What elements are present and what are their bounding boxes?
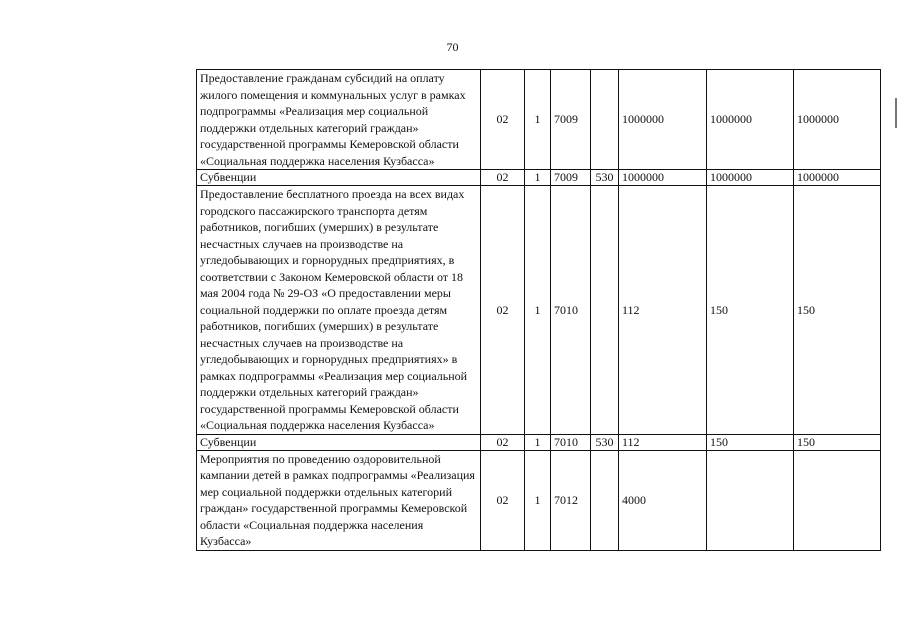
section-code: 02 [481, 434, 525, 450]
table-row [197, 450, 881, 550]
target-code: 7009 [551, 70, 591, 170]
amount-year-2: 150 [707, 434, 794, 450]
section-code: 02 [481, 186, 525, 435]
target-code: 7012 [551, 450, 591, 550]
table-row [197, 434, 881, 450]
subprogram-code: 1 [525, 186, 551, 435]
amount-year-3: 150 [794, 186, 881, 435]
subprogram-code: 1 [525, 170, 551, 186]
amount-year-2: 1000000 [707, 170, 794, 186]
section-code: 02 [481, 170, 525, 186]
amount-year-3: 1000000 [794, 70, 881, 170]
table-row [197, 70, 881, 170]
amount-year-1: 1000000 [619, 170, 707, 186]
amount-year-3: 150 [794, 434, 881, 450]
expense-kind [591, 450, 619, 550]
target-code: 7009 [551, 170, 591, 186]
row-name: Предоставление бесплатного проезда на всех видах городского пассажирского транспорта детям работников, погибших (умерших) в результате несчастных случаев на производстве на угледобывающих и горнорудных предприятиях, в соответствии с Законом Кемеровской области от 18 мая 2004 года № 29-ОЗ «О предоставлении меры социальной поддержки по оплате проезда детям работников, погибших (умерших) в результате несчастных случаев на производстве на угледобывающих и горнорудных предприятиях» в рамках подпрограммы «Реализация мер социальной поддержки отдельных категорий граждан» государственной программы Кемеровской области «Социальная поддержка населения Кузбасса» [197, 186, 481, 435]
amount-year-2 [707, 450, 794, 550]
target-code: 7010 [551, 186, 591, 435]
table-row [197, 170, 881, 186]
amount-year-2: 1000000 [707, 70, 794, 170]
row-name: Мероприятия по проведению оздоровительной кампании детей в рамках подпрограммы «Реализация мер социальной поддержки отдельных категорий граждан» государственной программы Кемеровской области «Социальная поддержка населения Кузбасса» [197, 450, 481, 550]
amount-year-3 [794, 450, 881, 550]
expense-kind [591, 70, 619, 170]
amount-year-1: 112 [619, 186, 707, 435]
amount-year-1: 1000000 [619, 70, 707, 170]
subprogram-code: 1 [525, 434, 551, 450]
page-number: 70 [446, 40, 459, 54]
amount-year-1: 112 [619, 434, 707, 450]
scan-margin-mark [895, 98, 897, 128]
expense-kind: 530 [591, 434, 619, 450]
row-name: Субвенции [197, 170, 481, 186]
row-name: Субвенции [197, 434, 481, 450]
amount-year-1: 4000 [619, 450, 707, 550]
target-code: 7010 [551, 434, 591, 450]
expense-kind [591, 186, 619, 435]
amount-year-2: 150 [707, 186, 794, 435]
row-name: Предоставление гражданам субсидий на оплату жилого помещения и коммунальных услуг в рамках подпрограммы «Реализация мер социальной поддержки отдельных категорий граждан» государственной программы Кемеровской области «Социальная поддержка населения Кузбасса» [197, 70, 481, 170]
expense-kind: 530 [591, 170, 619, 186]
subprogram-code: 1 [525, 70, 551, 170]
amount-year-3: 1000000 [794, 170, 881, 186]
budget-table [196, 69, 881, 551]
subprogram-code: 1 [525, 450, 551, 550]
section-code: 02 [481, 450, 525, 550]
section-code: 02 [481, 70, 525, 170]
table-row [197, 186, 881, 435]
